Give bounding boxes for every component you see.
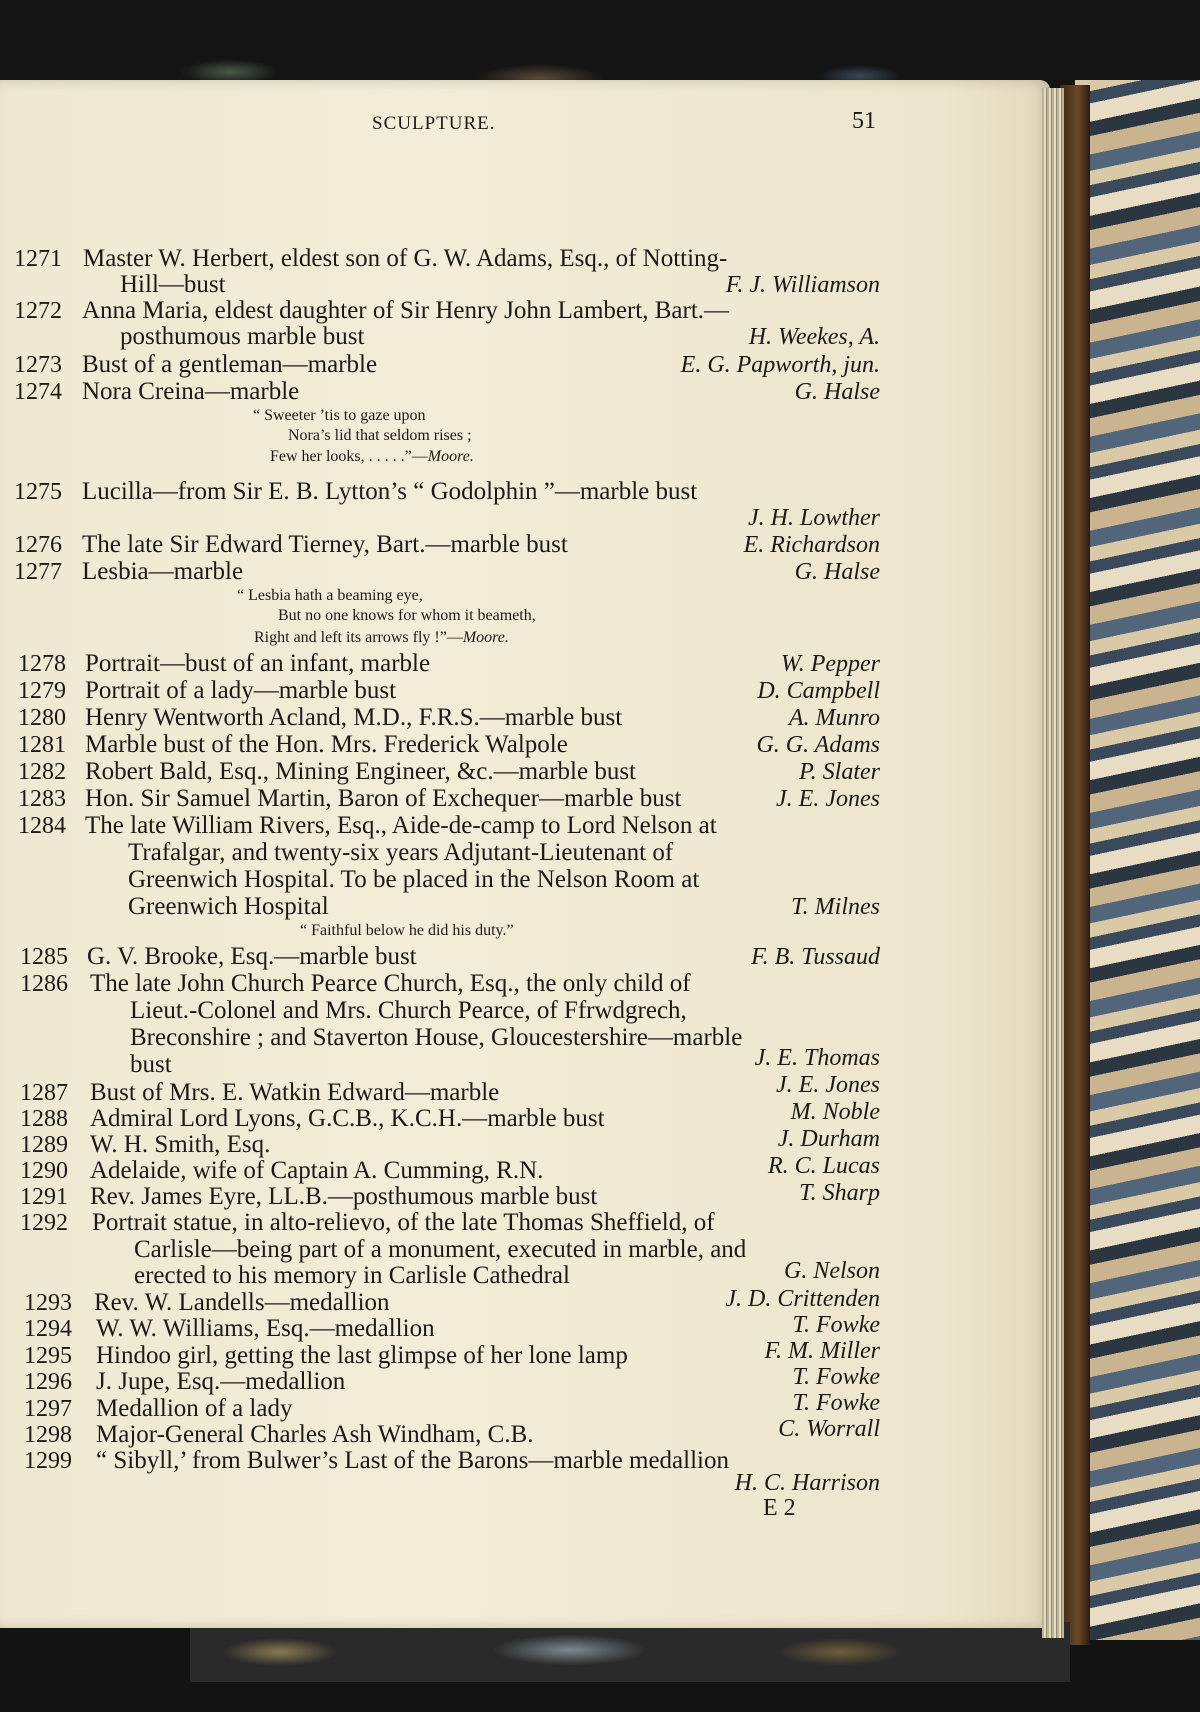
entry-artist: C. Worrall <box>778 1416 880 1442</box>
entry-title: G. V. Brooke, Esq.—marble bust <box>87 943 417 970</box>
entry-title: J. Jupe, Esq.—medallion <box>96 1368 346 1395</box>
entry-artist: F. B. Tussaud <box>751 944 880 970</box>
entry-title-cont: erected to his memory in Carlisle Cathedral <box>134 1262 570 1289</box>
entry-number: 1278 <box>18 651 66 677</box>
entry-number: 1284 <box>18 813 66 839</box>
entry-number: 1291 <box>20 1184 68 1210</box>
entry-title-cont: Trafalgar, and twenty-six years Adjutant-Lieutenant of <box>128 839 674 866</box>
entry-title: Portrait—bust of an infant, marble <box>85 650 431 677</box>
entry-artist: A. Munro <box>788 705 880 731</box>
entry-number: 1277 <box>14 559 62 585</box>
entry-number: 1288 <box>20 1106 68 1132</box>
entry-artist: G. G. Adams <box>756 732 880 758</box>
entry-artist: P. Slater <box>799 759 880 785</box>
entry-artist: T. Milnes <box>791 894 880 920</box>
entry-artist: H. C. Harrison <box>734 1470 880 1496</box>
entry-title: W. H. Smith, Esq. <box>90 1131 271 1158</box>
entry-number: 1273 <box>14 352 62 378</box>
entry-title: Rev. W. Landells—medallion <box>94 1289 390 1316</box>
entry-number: 1295 <box>24 1343 72 1369</box>
verse-line: “ Sweeter ’tis to gaze upon <box>253 407 426 424</box>
entry-number: 1279 <box>18 678 66 704</box>
entry-artist: J. Durham <box>777 1126 880 1152</box>
verse-line: “ Lesbia hath a beaming eye, <box>237 587 423 604</box>
entry-title-cont: Hill—bust <box>120 271 226 298</box>
entry-artist: R. C. Lucas <box>767 1153 880 1179</box>
entry-number: 1297 <box>24 1396 72 1422</box>
entry-title: W. W. Williams, Esq.—medallion <box>96 1315 435 1342</box>
entry-number: 1272 <box>14 298 62 324</box>
marbled-endpaper-right <box>1075 80 1200 1640</box>
entry-title: Robert Bald, Esq., Mining Engineer, &c.—marble bust <box>85 758 636 785</box>
entry-artist: D. Campbell <box>757 678 880 704</box>
entry-artist: J. E. Jones <box>776 786 880 812</box>
entry-title: Admiral Lord Lyons, G.C.B., K.C.H.—marble bust <box>90 1105 605 1132</box>
entry-artist: E. G. Papworth, jun. <box>680 352 880 378</box>
entry-title: Anna Maria, eldest daughter of Sir Henry John Lambert, Bart.— <box>82 297 730 324</box>
entry-number: 1290 <box>20 1158 68 1184</box>
entry-title: The late William Rivers, Esq., Aide-de-camp to Lord Nelson at <box>85 812 717 839</box>
entry-artist: T. Fowke <box>792 1312 880 1338</box>
entry-artist: T. Fowke <box>792 1364 880 1390</box>
entry-title-cont: Carlisle—being part of a monument, executed in marble, and <box>134 1236 747 1263</box>
entry-title: Hon. Sir Samuel Martin, Baron of Exchequer—marble bust <box>85 785 682 812</box>
entry-number: 1276 <box>14 532 62 558</box>
entry-number: 1283 <box>18 786 66 812</box>
entry-artist: T. Sharp <box>799 1180 880 1206</box>
verse-line: Nora’s lid that seldom rises ; <box>288 427 472 444</box>
entry-number: 1281 <box>18 732 66 758</box>
entry-title: Adelaide, wife of Captain A. Cumming, R.N. <box>90 1157 544 1184</box>
verse-line: Few her looks, . . . . .”—Moore. <box>270 448 474 465</box>
entry-number: 1287 <box>20 1080 68 1106</box>
entry-title: Nora Creina—marble <box>82 378 300 405</box>
entry-artist: J. E. Jones <box>776 1072 880 1098</box>
entry-number: 1293 <box>24 1290 72 1316</box>
entry-artist: J. H. Lowther <box>748 505 880 531</box>
entry-title-cont: posthumous marble bust <box>120 323 365 350</box>
entry-title-cont: bust <box>130 1051 172 1078</box>
entry-title-cont: Greenwich Hospital <box>128 893 329 920</box>
entry-number: 1292 <box>20 1210 68 1236</box>
entry-number: 1296 <box>24 1369 72 1395</box>
entry-artist: E. Richardson <box>743 532 880 558</box>
entry-number: 1275 <box>14 479 62 505</box>
entry-artist: J. D. Crittenden <box>725 1286 880 1312</box>
verse-author: Moore. <box>427 448 474 465</box>
entry-title: Master W. Herbert, eldest son of G. W. Adams, Esq., of Notting- <box>83 245 728 272</box>
verse-line: But no one knows for whom it beameth, <box>278 607 536 624</box>
entry-title: Marble bust of the Hon. Mrs. Frederick Walpole <box>85 731 568 758</box>
entry-artist: M. Noble <box>790 1099 880 1125</box>
running-head: SCULPTURE. <box>372 113 496 134</box>
entry-artist: G. Halse <box>794 379 880 405</box>
entry-number: 1280 <box>18 705 66 731</box>
entry-title-cont: Lieut.-Colonel and Mrs. Church Pearce, of Ffrwdgrech, <box>130 997 687 1024</box>
entry-artist: W. Pepper <box>780 651 880 677</box>
entry-number: 1289 <box>20 1132 68 1158</box>
entry-title: Henry Wentworth Acland, M.D., F.R.S.—marble bust <box>85 704 623 731</box>
entry-title: The late John Church Pearce Church, Esq., the only child of <box>90 970 691 997</box>
entry-number: 1282 <box>18 759 66 785</box>
entry-title: “ Sibyll,’ from Bulwer’s Last of the Barons—marble medallion <box>96 1447 729 1474</box>
entry-title: Bust of a gentleman—marble <box>82 351 378 378</box>
entry-artist: T. Fowke <box>792 1390 880 1416</box>
entry-title: The late Sir Edward Tierney, Bart.—marble bust <box>82 531 568 558</box>
entry-number: 1299 <box>24 1448 72 1474</box>
marbled-endpaper-bottom <box>190 1622 1070 1682</box>
entry-artist: F. J. Williamson <box>725 272 880 298</box>
verse-line: “ Faithful below he did his duty.” <box>300 922 514 939</box>
entry-number: 1294 <box>24 1316 72 1342</box>
verse-author: Moore. <box>462 629 509 646</box>
signature-mark: E 2 <box>763 1495 796 1521</box>
entry-title: Hindoo girl, getting the last glimpse of her lone lamp <box>96 1342 628 1369</box>
entry-title-cont: Greenwich Hospital. To be placed in the Nelson Room at <box>128 866 700 893</box>
entry-artist: J. E. Thomas <box>754 1045 880 1071</box>
entry-number: 1274 <box>14 379 62 405</box>
entry-title: Portrait of a lady—marble bust <box>85 677 397 704</box>
page-number: 51 <box>852 108 876 134</box>
entry-title: Bust of Mrs. E. Watkin Edward—marble <box>90 1079 500 1106</box>
entry-artist: H. Weekes, A. <box>748 324 880 350</box>
verse-line: Right and left its arrows fly !”—Moore. <box>254 629 509 646</box>
entry-number: 1285 <box>20 944 68 970</box>
entry-number: 1286 <box>20 971 68 997</box>
book-cover-edge <box>1060 85 1090 1645</box>
entry-title: Lucilla—from Sir E. B. Lytton’s “ Godolphin ”—marble bust <box>82 478 698 505</box>
entry-artist: G. Halse <box>794 559 880 585</box>
entry-title: Portrait statue, in alto-relievo, of the late Thomas Sheffield, of <box>92 1209 715 1236</box>
entry-title-cont: Breconshire ; and Staverton House, Gloucestershire—marble <box>130 1024 743 1051</box>
entry-title: Lesbia—marble <box>82 558 244 585</box>
entry-number: 1298 <box>24 1422 72 1448</box>
entry-title: Medallion of a lady <box>96 1395 293 1422</box>
entry-title: Rev. James Eyre, LL.B.—posthumous marble bust <box>90 1183 598 1210</box>
entry-artist: G. Nelson <box>784 1258 880 1284</box>
entry-title: Major-General Charles Ash Windham, C.B. <box>96 1421 534 1448</box>
entry-number: 1271 <box>14 246 62 272</box>
entry-artist: F. M. Miller <box>764 1338 880 1364</box>
